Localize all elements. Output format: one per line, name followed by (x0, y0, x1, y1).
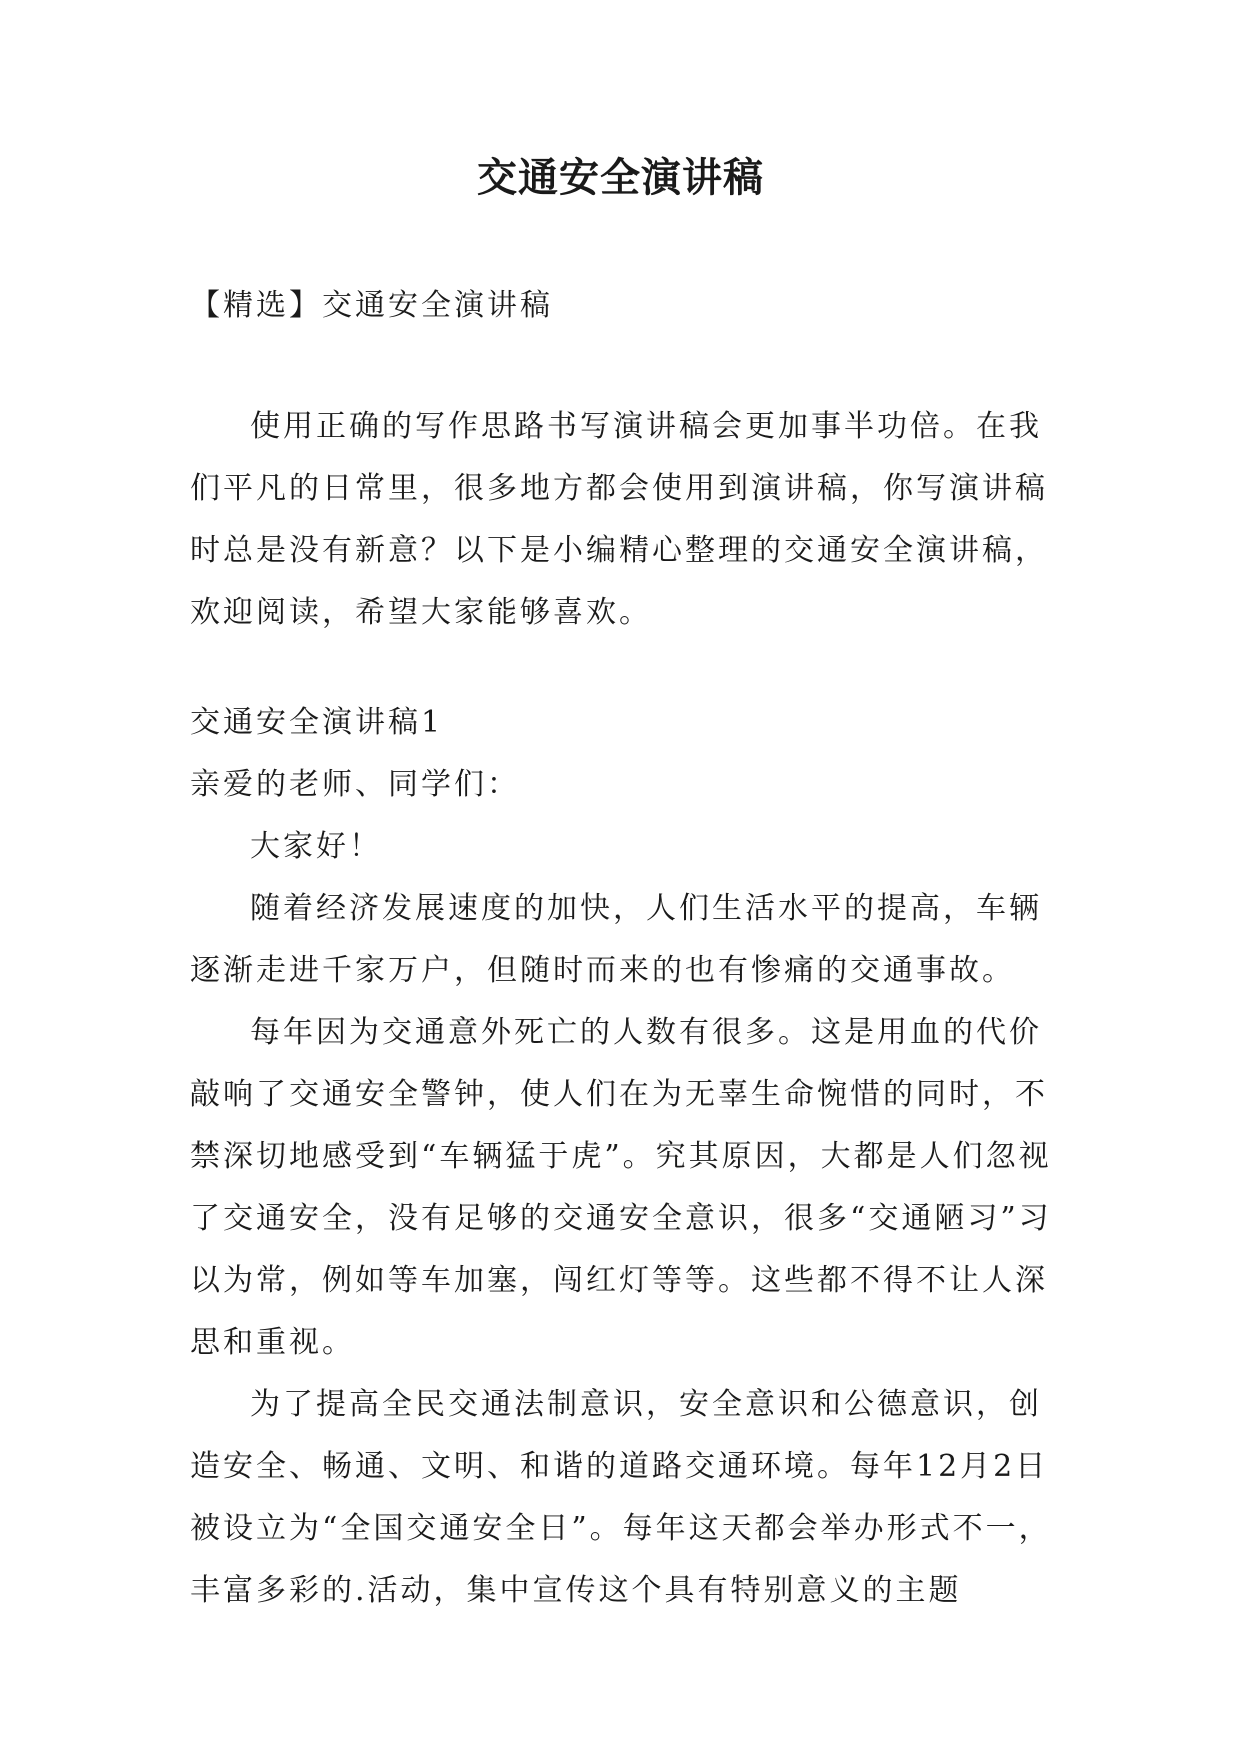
salutation: 亲爱的老师、同学们： (190, 767, 520, 802)
document-title: 交通安全演讲稿 (477, 154, 764, 201)
body-paragraph-1: 随着经济发展速度的加快，人们生活水平的提高，车辆逐渐走进千家万户，但随时而来的也有惨痛的交通事故。 (190, 891, 1042, 988)
body-paragraph-3: 为了提高全民交通法制意识，安全意识和公德意识，创造安全、畅通、文明、和谐的道路交通环境。每年12月2日被设立为“全国交通安全日”。每年这天都会举办形式不一，丰富多彩的.活动，集中宣传这个具有特别意义的主题 (190, 1387, 1052, 1608)
speech-section (190, 692, 1070, 1622)
section-heading: 交通安全演讲稿1 (190, 705, 444, 740)
greeting: 大家好！ (250, 829, 382, 864)
document-subtitle: 【精选】交通安全演讲稿 (190, 288, 553, 323)
body-paragraph-2: 每年因为交通意外死亡的人数有很多。这是用血的代价敲响了交通安全警钟，使人们在为无辜生命惋惜的同时，不禁深切地感受到“车辆猛于虎”。究其原因，大都是人们忽视了交通安全，没有足够的交通安全意识，很多“交通陋习”习以为常，例如等车加塞，闯红灯等等。这些都不得不让人深思和重视。 (190, 1015, 1052, 1360)
intro-paragraph: 使用正确的写作思路书写演讲稿会更加事半功倍。在我们平凡的日常里，很多地方都会使用到演讲稿，你写演讲稿时总是没有新意？以下是小编精心整理的交通安全演讲稿，欢迎阅读，希望大家能够喜欢。 (190, 409, 1048, 630)
